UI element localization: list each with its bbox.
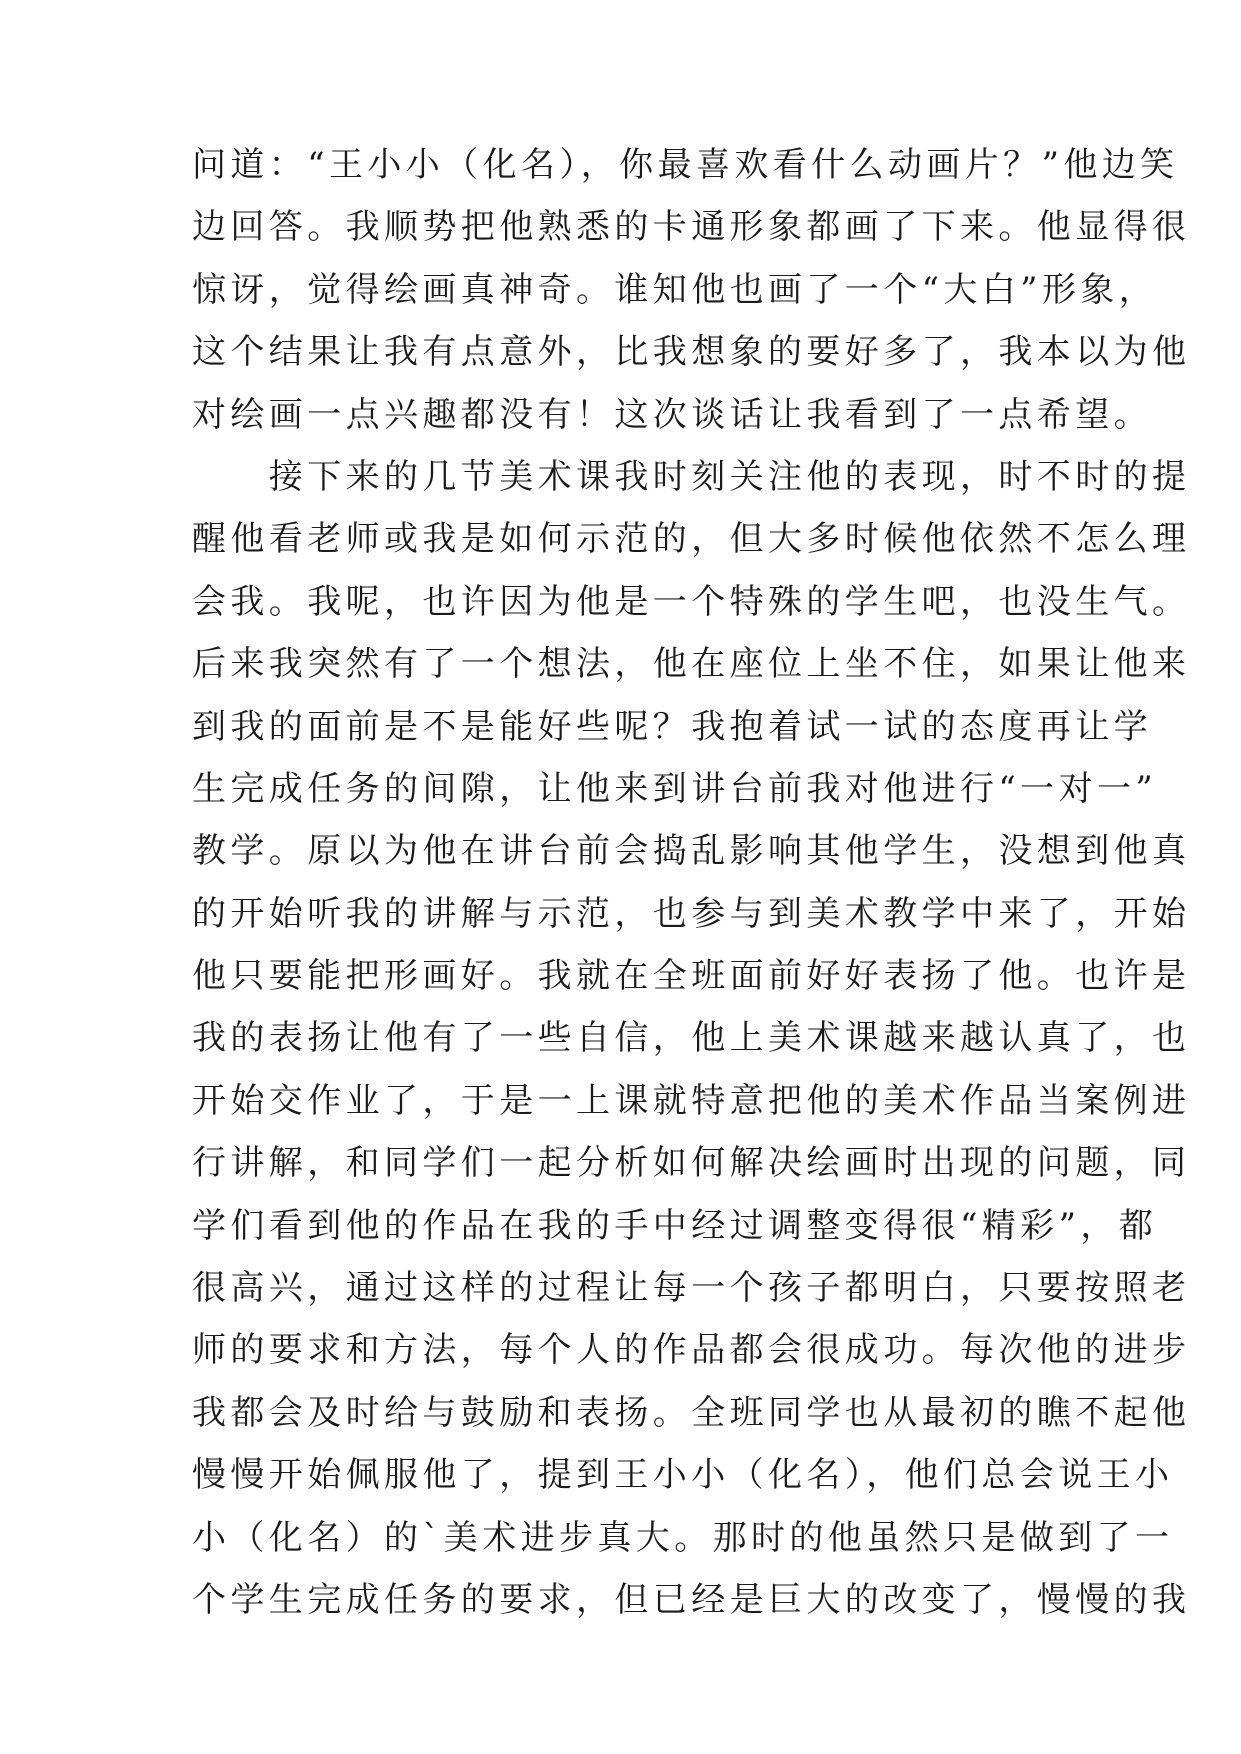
text-line: 醒他看老师或我是如何示范的，但大多时候他依然不怎么理	[192, 519, 1191, 560]
text-line: 师的要求和方法，每个人的作品都会很成功。每次他的进步	[192, 1330, 1191, 1371]
text-line: 行讲解，和同学们一起分析如何解决绘画时出现的问题，同	[192, 1143, 1191, 1184]
text-line: 个学生完成任务的要求，但已经是巨大的改变了，慢慢的我	[192, 1579, 1191, 1620]
text-line: 小（化名）的`美术进步真大。那时的他虽然只是做到了一	[192, 1517, 1174, 1558]
text-line: 后来我突然有了一个想法，他在座位上坐不住，如果让他来	[192, 644, 1191, 685]
text-line: 我的表扬让他有了一些自信，他上美术课越来越认真了，也	[192, 1018, 1191, 1059]
text-line: 生完成任务的间隙，让他来到讲台前我对他进行“一对一”	[192, 768, 1158, 809]
text-line: 会我。我呢，也许因为他是一个特殊的学生吧，也没生气。	[192, 581, 1191, 622]
text-line: 我都会及时给与鼓励和表扬。全班同学也从最初的瞧不起他	[192, 1392, 1191, 1433]
text-line: 边回答。我顺势把他熟悉的卡通形象都画了下来。他显得很	[192, 207, 1191, 248]
text-line: 惊讶，觉得绘画真神奇。谁知他也画了一个“大白”形象，	[192, 269, 1158, 310]
text-line: 慢慢开始佩服他了，提到王小小（化名），他们总会说王小	[192, 1455, 1174, 1496]
text-line: 教学。原以为他在讲台前会捣乱影响其他学生，没想到他真	[192, 831, 1191, 872]
text-line: 很高兴，通过这样的过程让每一个孩子都明白，只要按照老	[192, 1268, 1191, 1309]
text-line: 他只要能把形画好。我就在全班面前好好表扬了他。也许是	[192, 956, 1191, 997]
text-line: 开始交作业了，于是一上课就特意把他的美术作品当案例进	[192, 1080, 1191, 1121]
text-line: 学们看到他的作品在我的手中经过调整变得很“精彩”，都	[192, 1205, 1158, 1246]
paragraph-start-line: 接下来的几节美术课我时刻关注他的表现，时不时的提	[192, 456, 1191, 497]
body-text	[192, 134, 1191, 1631]
text-line: 的开始听我的讲解与示范，也参与到美术教学中来了，开始	[192, 893, 1191, 934]
text-line: 到我的面前是不是能好些呢？我抱着试一试的态度再让学	[192, 706, 1152, 747]
text-line: 这个结果让我有点意外，比我想象的要好多了，我本以为他	[192, 332, 1191, 373]
text-line: 对绘画一点兴趣都没有！这次谈话让我看到了一点希望。	[192, 394, 1152, 435]
text-line: 问道：“王小小（化名），你最喜欢看什么动画片？”他边笑	[192, 145, 1179, 185]
